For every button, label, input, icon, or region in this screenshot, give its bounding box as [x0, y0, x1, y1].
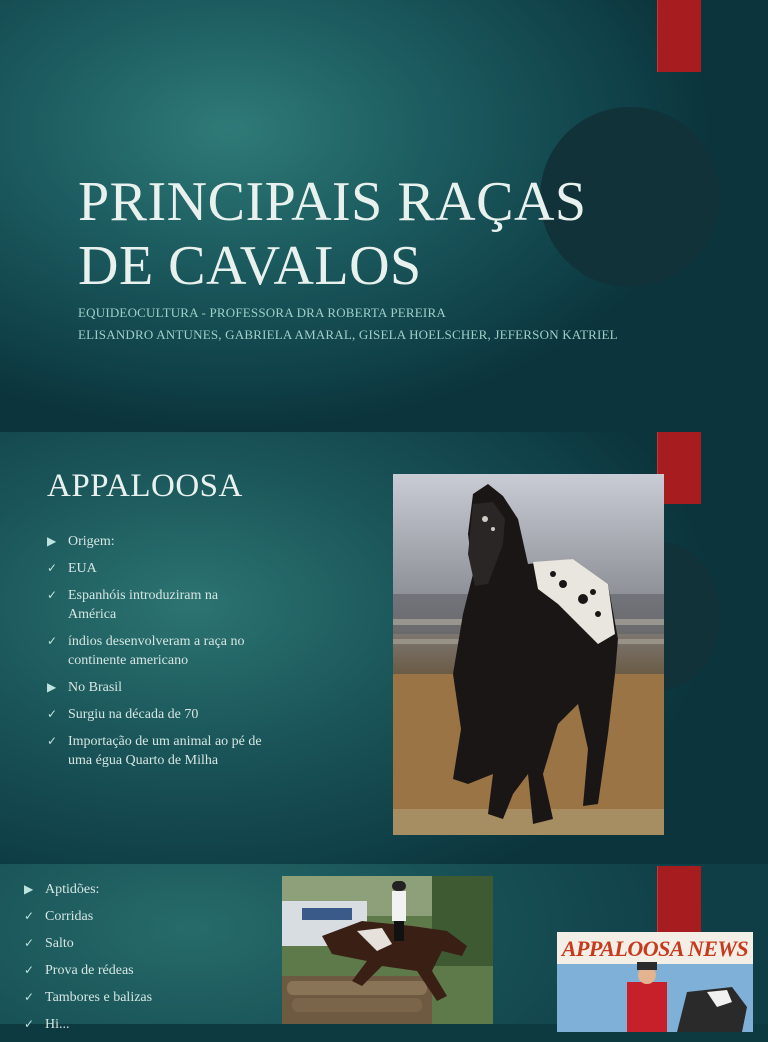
subtitle-authors: ELISANDRO ANTUNES, GABRIELA AMARAL, GISELA HOELSCHER, JEFERSON KATRIEL — [78, 327, 618, 342]
bullet-text: Corridas — [45, 909, 94, 924]
appaloosa-horse-photo — [393, 474, 664, 835]
list-item — [47, 586, 262, 624]
list-item — [47, 678, 262, 697]
appaloosa-slide — [0, 432, 768, 864]
list-item — [24, 880, 254, 899]
bullet-text: Tambores e balizas — [45, 990, 153, 1005]
bullet-text: Importação de um animal ao pé de uma égua Quarto de Milha — [68, 734, 262, 768]
title-line-1: PRINCIPAIS RAÇAS — [78, 171, 587, 233]
title-line-2: DE CAVALOS — [78, 235, 422, 297]
bullet-text: Origem: — [68, 534, 115, 549]
check-bullet-icon: ✓ — [24, 936, 35, 950]
arrow-bullet-icon: ▶ — [47, 534, 57, 548]
bullet-text: EUA — [68, 561, 97, 576]
list-item — [47, 705, 262, 724]
list-item — [24, 934, 254, 953]
bullet-text: Surgiu na década de 70 — [68, 707, 199, 722]
bullet-text: Hi... — [45, 1017, 70, 1032]
arrow-bullet-icon: ▶ — [24, 882, 34, 896]
red-accent-bar — [657, 0, 701, 72]
check-bullet-icon: ✓ — [24, 909, 35, 923]
appaloosa-aptitudes-slide — [0, 864, 768, 1032]
check-bullet-icon: ✓ — [47, 588, 58, 602]
check-bullet-icon: ✓ — [47, 561, 58, 575]
bullet-list — [47, 532, 262, 778]
magazine-title: APPALOOSA NEWS — [561, 936, 749, 961]
arrow-bullet-icon: ▶ — [47, 680, 57, 694]
check-bullet-icon: ✓ — [47, 634, 58, 648]
check-bullet-icon: ✓ — [24, 963, 35, 977]
bullet-list — [24, 880, 254, 1042]
slide-heading: APPALOOSA — [47, 468, 243, 504]
check-bullet-icon: ✓ — [47, 734, 58, 748]
bullet-text: Aptidões: — [45, 882, 100, 897]
slide-title — [78, 170, 638, 298]
bullet-text: Espanhóis introduziram na América — [68, 588, 219, 622]
appaloosa-news-magazine-cover — [557, 932, 753, 1032]
bullet-text: Salto — [45, 936, 74, 951]
check-bullet-icon: ✓ — [47, 707, 58, 721]
red-accent-bar — [657, 866, 701, 938]
list-item — [24, 907, 254, 926]
title-slide — [0, 0, 768, 432]
list-item — [47, 532, 262, 551]
list-item — [47, 559, 262, 578]
list-item — [47, 732, 262, 770]
bullet-text: No Brasil — [68, 680, 123, 695]
bullet-text: Prova de rédeas — [45, 963, 134, 978]
list-item — [47, 632, 262, 670]
check-bullet-icon: ✓ — [24, 1017, 35, 1031]
list-item — [24, 988, 254, 1007]
bullet-text: índios desenvolveram a raça no continente americano — [68, 634, 245, 668]
list-item — [24, 1015, 254, 1034]
check-bullet-icon: ✓ — [24, 990, 35, 1004]
subtitle-course: EQUIDEOCULTURA - PROFESSORA DRA ROBERTA PEREIRA — [78, 305, 446, 320]
list-item — [24, 961, 254, 980]
jumping-horse-photo — [282, 876, 493, 1024]
